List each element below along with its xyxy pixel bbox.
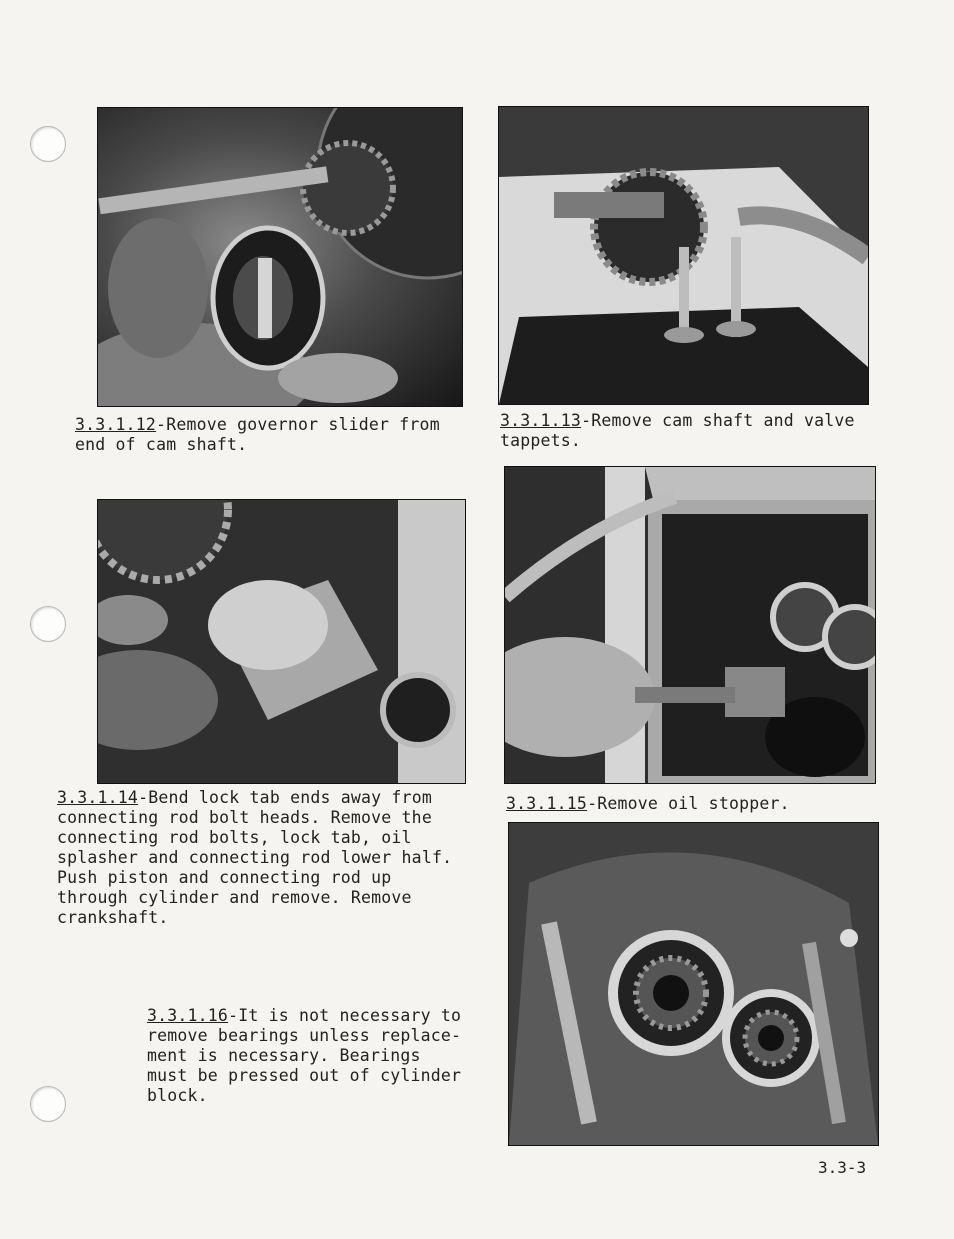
- figure-number: 3.3.1.16: [147, 1006, 229, 1025]
- caption-line: tappets.: [500, 431, 582, 450]
- caption-line: end of cam shaft.: [75, 435, 248, 454]
- caption-line: connecting rod bolt heads. Remove the: [57, 808, 432, 827]
- caption-text: -Remove oil stopper.: [587, 794, 790, 813]
- caption-3-3-1-14: [57, 788, 452, 928]
- caption-line: splasher and connecting rod lower half.: [57, 848, 453, 867]
- caption-line: crankshaft.: [57, 908, 169, 927]
- photo-connecting-rod: [97, 499, 466, 784]
- photo-governor-slider: [97, 107, 463, 407]
- caption-3-3-1-12: [75, 415, 440, 455]
- caption-text: -Remove governor slider from: [156, 415, 440, 434]
- caption-text: -Remove cam shaft and valve: [581, 411, 855, 430]
- caption-3-3-1-13: [500, 411, 855, 451]
- caption-line: remove bearings unless replace-: [147, 1026, 462, 1045]
- caption-line: block.: [147, 1086, 208, 1105]
- binder-hole-top: [30, 126, 66, 162]
- photo-bearings: [508, 822, 879, 1146]
- figure-number: 3.3.1.12: [75, 415, 157, 434]
- caption-line: ment is necessary. Bearings: [147, 1046, 421, 1065]
- caption-line: through cylinder and remove. Remove: [57, 888, 412, 907]
- figure-number: 3.3.1.15: [506, 794, 588, 813]
- caption-3-3-1-16: [147, 1006, 461, 1106]
- figure-number: 3.3.1.13: [500, 411, 582, 430]
- photo-cam-shaft: [498, 106, 869, 405]
- caption-3-3-1-15: [506, 794, 790, 814]
- caption-line: must be pressed out of cylinder: [147, 1066, 462, 1085]
- caption-text: -It is not necessary to: [228, 1006, 462, 1025]
- photo-oil-stopper: [504, 466, 876, 784]
- page-number: 3.3-3: [818, 1158, 867, 1177]
- caption-line: Push piston and connecting rod up: [57, 868, 392, 887]
- figure-number: 3.3.1.14: [57, 788, 139, 807]
- caption-line: connecting rod bolts, lock tab, oil: [57, 828, 412, 847]
- binder-hole-bottom: [30, 1086, 66, 1122]
- caption-text: -Bend lock tab ends away from: [138, 788, 432, 807]
- binder-hole-middle: [30, 606, 66, 642]
